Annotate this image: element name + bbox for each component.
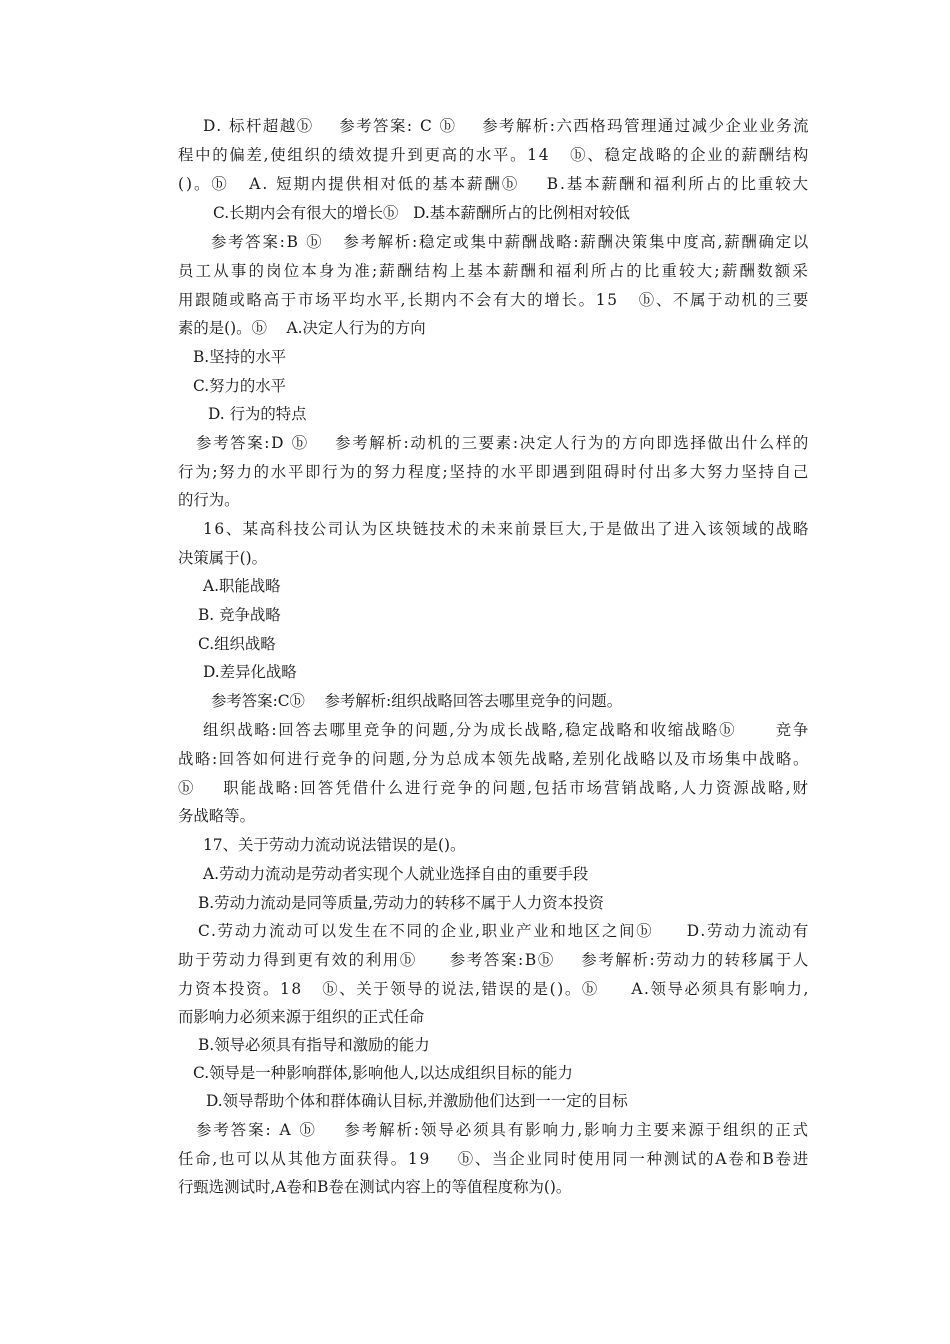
text-line: D.领导帮助个体和群体确认目标,并激励他们达到一一定的目标: [206, 1092, 628, 1110]
text-line: 助于劳动力得到更有效的利用ⓑ 参考答案:Bⓑ 参考解析:劳动力的转移属于人: [178, 951, 810, 969]
text-line: 参考答案: A ⓑ 参考解析:领导必须具有影响力,影响力主要来源于组织的正式: [196, 1121, 810, 1139]
text-line: 战略:回答如何进行竞争的问题,分为总成本领先战略,差别化战略以及市场集中战略。: [178, 750, 810, 768]
text-line: A.职能战略: [203, 577, 281, 595]
text-line: 参考答案:Cⓑ 参考解析:组织战略回答去哪里竞争的问题。: [211, 692, 623, 710]
text-line: A.劳动力流动是劳动者实现个人就业选择自由的重要手段: [203, 865, 589, 883]
text-line: B.坚持的水平: [193, 348, 287, 366]
text-line: ()。ⓑ A. 短期内提供相对低的基本薪酬ⓑ B.基本薪酬和福利所占的比重较大: [178, 175, 810, 193]
text-line: D. 行为的特点: [208, 405, 307, 423]
text-line: 员工从事的岗位本身为准;薪酬结构上基本薪酬和福利所占的比重较大;薪酬数额采: [178, 262, 810, 280]
text-line: 决策属于()。: [178, 549, 267, 567]
text-line: C.劳动力流动可以发生在不同的企业,职业产业和地区之间ⓑ D.劳动力流动有: [198, 922, 810, 940]
text-line: 行甄选测试时,A卷和B卷在测试内容上的等值程度称为()。: [178, 1178, 572, 1196]
text-line: 而影响力必须来源于组织的正式任命: [178, 1008, 425, 1026]
text-line: C.努力的水平: [193, 377, 287, 395]
text-line: 参考答案:D ⓑ 参考解析:动机的三要素:决定人行为的方向即选择做出什么样的: [196, 434, 810, 452]
text-line: B.领导必须具有指导和激励的能力: [198, 1036, 430, 1054]
text-line: 17、关于劳动力流动说法错误的是()。: [203, 836, 466, 854]
text-line: 任命,也可以从其他方面获得。19 ⓑ、当企业同时使用同一种测试的A卷和B卷进: [178, 1150, 810, 1168]
text-line: 行为;努力的水平即行为的努力程度;坚持的水平即遇到阻碍时付出多大努力坚持自己: [178, 463, 810, 481]
text-line: 素的是()。ⓑ A.决定人行为的方向: [178, 319, 426, 337]
text-line: 力资本投资。18 ⓑ、关于领导的说法,错误的是()。ⓑ A.领导必须具有影响力,: [178, 980, 810, 998]
text-line: 程中的偏差,使组织的绩效提升到更高的水平。14 ⓑ、稳定战略的企业的薪酬结构: [178, 146, 810, 164]
text-line: 参考答案:B ⓑ 参考解析:稳定或集中薪酬战略:薪酬决策集中度高,薪酬确定以: [211, 233, 810, 251]
text-line: D. 标杆超越ⓑ 参考答案: C ⓑ 参考解析:六西格玛管理通过减少企业业务流: [203, 117, 810, 135]
text-line: C.组织战略: [198, 635, 276, 653]
text-line: 用跟随或略高于市场平均水平,长期内不会有大的增长。15 ⓑ、不属于动机的三要: [178, 291, 810, 309]
text-line: 务战略等。: [178, 807, 255, 825]
text-line: C.领导是一种影响群体,影响他人,以达成组织目标的能力: [193, 1064, 573, 1082]
text-line: 16、某高科技公司认为区块链技术的未来前景巨大,于是做出了进入该领域的战略: [203, 520, 810, 538]
text-line: B. 竞争战略: [198, 606, 281, 624]
text-line: 组织战略:回答去哪里竞争的问题,分为成长战略,稳定战略和收缩战略ⓑ 竞争: [203, 721, 810, 739]
text-line: ⓑ 职能战略:回答凭借什么进行竞争的问题,包括市场营销战略,人力资源战略,财: [178, 779, 810, 797]
text-line: 的行为。: [178, 491, 240, 509]
text-line: D.差异化战略: [203, 663, 297, 681]
text-line: B.劳动力流动是同等质量,劳动力的转移不属于人力资本投资: [198, 894, 604, 912]
text-line: C.长期内会有很大的增长ⓑ D.基本薪酬所占的比例相对较低: [213, 204, 630, 222]
